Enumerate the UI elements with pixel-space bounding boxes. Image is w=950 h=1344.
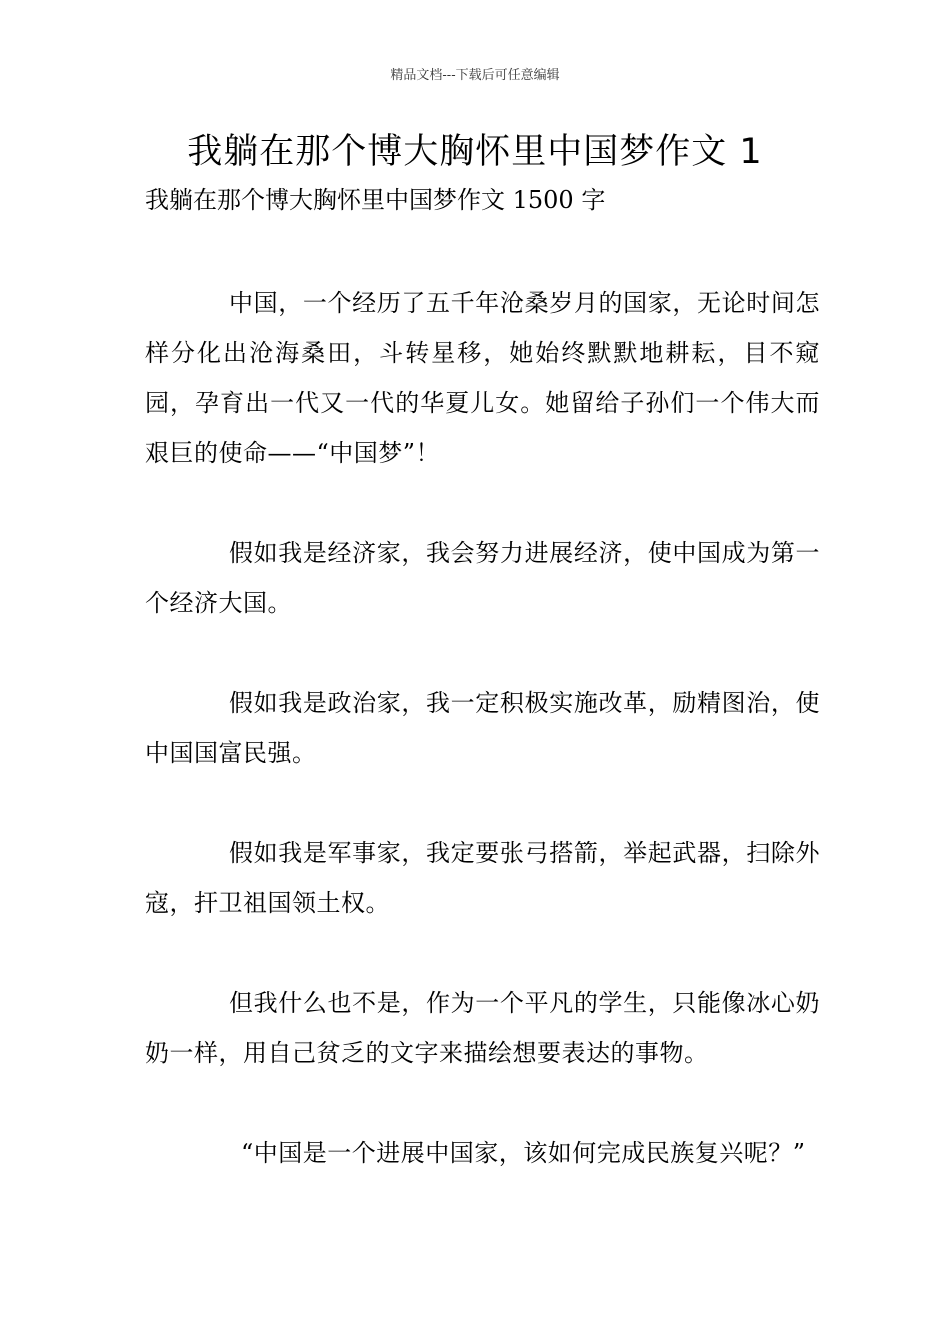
paragraph-military: 假如我是军事家，我定要张弓搭箭，举起武器，扫除外寇，扞卫祖国领土权。 <box>145 839 820 917</box>
paragraph-intro: 中国，一个经历了五千年沧桑岁月的国家，无论时间怎样分化出沧海桑田，斗转星移，她始终默默地耕耘，目不窥园，孕育出一代又一代的华夏儿女。她留给子孙们一个伟大而艰巨的使命——“中国梦”！ <box>145 289 820 467</box>
document-subtitle: 我躺在那个博大胸怀里中国梦作文 1500 字 <box>145 186 606 214</box>
paragraph-politician: 假如我是政治家，我一定积极实施改革，励精图治，使中国国富民强。 <box>145 689 820 767</box>
document-body <box>145 278 820 1228</box>
paragraph-question: “中国是一个进展中国家，该如何完成民族复兴呢？” <box>241 1139 806 1167</box>
page-header-note: 精品文档---下载后可任意编辑 <box>390 68 560 83</box>
document-title: 我躺在那个博大胸怀里中国梦作文 1 <box>187 132 763 172</box>
paragraph-student: 但我什么也不是，作为一个平凡的学生，只能像冰心奶奶一样，用自己贫乏的文字来描绘想要表达的事物。 <box>145 989 820 1067</box>
paragraph-economist: 假如我是经济家，我会努力进展经济，使中国成为第一个经济大国。 <box>145 539 820 617</box>
